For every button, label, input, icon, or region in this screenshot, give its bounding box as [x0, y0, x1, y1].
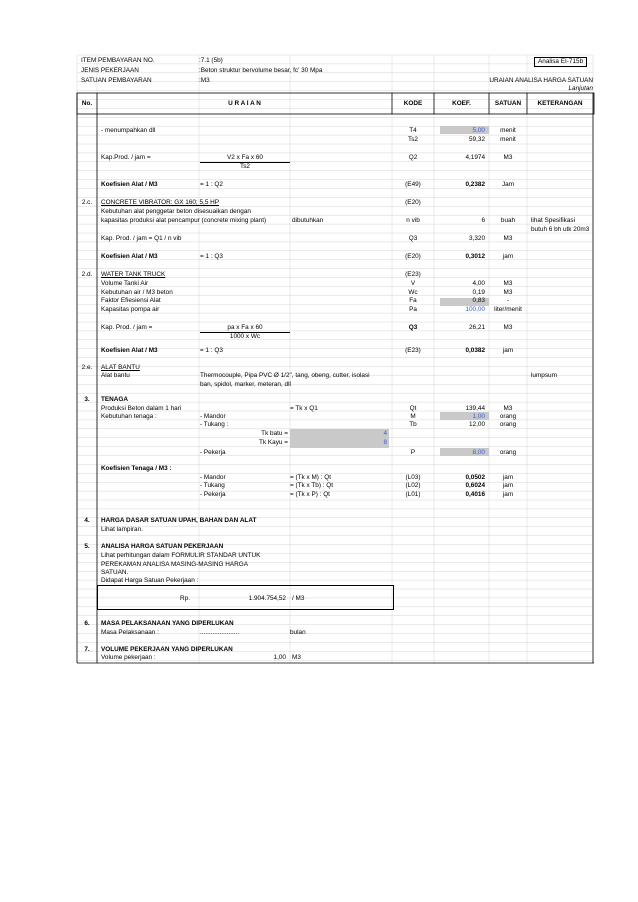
- sec-3-no: 3.: [84, 396, 90, 403]
- t4-code: T4: [409, 127, 417, 134]
- alat-bantu-desc1: Thermocouple, Pipa PVC Ø 1/2", tang, obeng, cutter, isolasi: [200, 372, 370, 379]
- satuan-label: SATUAN PEMBAYARAN: [81, 77, 152, 84]
- t4-unit: menit: [500, 127, 516, 134]
- sec-2d-koef-code: (E23): [405, 347, 421, 354]
- r1-label: Volume Tanki Air: [101, 280, 149, 287]
- sec-2d-koef-unit: jam: [502, 347, 514, 354]
- sec-2c-koef-unit: jam: [502, 253, 514, 260]
- koef-alat-label: Koefisien Alat / M3: [101, 181, 158, 188]
- price-per: / M3: [292, 595, 305, 602]
- sec-2c-q3-value: 3,320: [469, 235, 485, 242]
- mandor-unit: orang: [499, 413, 517, 420]
- koef-alat-formula: = 1 : Q2: [200, 181, 223, 188]
- sec-7-no: 7.: [84, 646, 90, 653]
- prod-unit: M3: [503, 405, 513, 412]
- pekerja-unit: orang: [499, 449, 517, 456]
- sec-5-l3: SATUAN.: [101, 569, 129, 576]
- r4-code: Pa: [409, 306, 417, 313]
- sec-2c-no: 2.c.: [81, 199, 93, 206]
- sec-5-no: 5.: [84, 543, 90, 550]
- col-koef: KOEF.: [452, 100, 471, 107]
- sec-2c-line2: kapasitas produksi alat pencampur (concrete mixing plant): [101, 217, 267, 224]
- k1-unit: jam: [502, 474, 514, 481]
- sec-2c-code: (E20): [405, 199, 421, 206]
- r3-code: Fa: [409, 297, 417, 304]
- r4-unit: liter/menit: [494, 306, 522, 313]
- r4-value: 100,00: [465, 306, 485, 313]
- ket-spesifikasi: lihat Spesifikasi: [531, 217, 576, 224]
- k3-code: (L01): [405, 491, 421, 498]
- k2-code: (L02): [405, 482, 421, 489]
- nvib-unit: buah: [500, 217, 516, 224]
- k3-value: 0,4016: [465, 491, 485, 498]
- sec-6-title: MASA PELAKSANAAN YANG DIPERLUKAN: [101, 620, 234, 627]
- col-keterangan: KETERANGAN: [537, 100, 583, 107]
- sec-7-title: VOLUME PEKERJAAN YANG DIPERLUKAN: [101, 646, 233, 653]
- col-kode: KODE: [403, 100, 423, 107]
- sec-2c-kap: Kap. Prod. / jam = Q1 / n vib: [101, 235, 182, 242]
- sec-4-title: HARGA DASAR SATUAN UPAH, BAHAN DAN ALAT: [101, 517, 257, 524]
- r1-code: V: [410, 280, 416, 287]
- r3-label: Faktor Efiesiensi Alat: [101, 297, 161, 304]
- uraian-title: URAIAN ANALISA HARGA SATUAN: [489, 77, 593, 84]
- masa-label: Masa Pelaksanaan :: [101, 629, 159, 636]
- sec-2d-title: WATER TANK TRUCK: [101, 271, 166, 278]
- e49-value: 0,2382: [465, 181, 485, 188]
- sec-2d-koef-formula: = 1 : Q3: [200, 347, 223, 354]
- sec-2e-no: 2.e.: [81, 364, 93, 371]
- t4-value: 5,00: [472, 127, 485, 134]
- sec-4-line: Lihat lampiran.: [101, 526, 143, 533]
- sec-2c-q3-code: Q3: [408, 235, 418, 242]
- sec-2c-line1: Kebutuhan alat penggetar beton disesuaikan dengan: [101, 208, 251, 215]
- sec-2d-q3-code: Q3: [408, 324, 418, 331]
- sec-2c-title: CONCRETE VIBRATOR: GX 160; 5,5 HP: [101, 199, 220, 206]
- sec-2d-kap: Kap. Prod. / jam =: [101, 324, 153, 331]
- volume-label: Volume pekerjaan :: [101, 654, 156, 661]
- k3-formula: = (Tk x P) : Qt: [290, 491, 330, 498]
- mandor-code: M: [410, 413, 416, 420]
- lumpsum: lumpsum: [531, 372, 557, 379]
- r1-value: 4,00: [472, 280, 485, 287]
- k3-unit: jam: [502, 491, 514, 498]
- formula-num: V2 x Fa x 60: [200, 154, 290, 163]
- k2-unit: jam: [502, 482, 514, 489]
- jenis-value: :Beton struktur bervolume besar, fc' 30 Mpa: [199, 67, 323, 74]
- q2-unit: M3: [503, 154, 513, 161]
- ts2-value: 59,32: [469, 136, 485, 143]
- k1-value: 0,0502: [465, 474, 485, 481]
- sec-6-no: 6.: [84, 620, 90, 627]
- k2-formula: = (Tk x Tb) : Qt: [290, 482, 334, 489]
- tukang-label: - Tukang :: [200, 421, 229, 428]
- tkbatu-value: 4: [383, 430, 387, 437]
- r3-unit: -: [506, 297, 510, 304]
- nvib-code: n vib: [406, 217, 420, 224]
- ket-butuh: butuh 6 bh utk 20m3: [531, 226, 590, 233]
- prod-code: Qt: [409, 405, 417, 412]
- sec-2c-koef-label: Koefisien Alat / M3: [101, 253, 158, 260]
- nvib-value: 6: [481, 217, 485, 224]
- lanjutan: Lanjutan: [568, 85, 593, 92]
- k1-label: - Mandor: [200, 474, 226, 481]
- dibutuhkan: dibutuhkan: [292, 217, 324, 224]
- e49-unit: Jam: [501, 181, 515, 188]
- menumpahkan: - menumpahkan dll: [101, 127, 156, 134]
- tukang-unit: orang: [499, 421, 517, 428]
- mandor-label: - Mandor: [200, 413, 226, 420]
- koef-tenaga-label: Koefisien Tenaga / M3 :: [101, 465, 172, 472]
- col-uraian: U R A I A N: [228, 100, 261, 107]
- sec-2d-no: 2.d.: [81, 271, 93, 278]
- sec-2e-title: ALAT BANTU: [101, 364, 140, 371]
- sec-5-title: ANALISA HARGA SATUAN PEKERJAAN: [101, 543, 224, 550]
- k1-code: (L03): [405, 474, 421, 481]
- ts2-code: Ts2: [408, 136, 418, 143]
- masa-unit: bulan: [290, 629, 306, 636]
- k1-formula: = (Tk x M) : Qt: [290, 474, 332, 481]
- r2-code: Wc: [408, 289, 418, 296]
- kapprod-label: Kap.Prod. / jam =: [101, 154, 151, 161]
- col-satuan: SATUAN: [494, 100, 522, 107]
- kebutuhan-label: Kebutuhan tenaga :: [101, 413, 157, 420]
- q2-code: Q2: [408, 154, 418, 161]
- sec-4-no: 4.: [84, 517, 90, 524]
- q2-value: 4,1974: [465, 154, 485, 161]
- alat-bantu-label: Alat bantu: [101, 372, 130, 379]
- k2-label: - Tukang: [200, 482, 225, 489]
- pekerja-value: 8,00: [472, 449, 485, 456]
- satuan-value: :M3: [199, 77, 210, 84]
- col-no: No.: [81, 100, 93, 107]
- item-value: :7.1 (5b): [199, 57, 223, 64]
- sec-2d-q3-value: 26,21: [469, 324, 485, 331]
- volume-value: 1,00: [273, 654, 286, 661]
- tukang-value: 12,00: [469, 421, 485, 428]
- pekerja-code: P: [410, 449, 416, 456]
- analisa-code: Analisa EI-715b: [534, 57, 587, 67]
- sec-5-l1: Lihat perhitungan dalam FORMULIR STANDAR UNTUK: [101, 552, 261, 559]
- sec-2c-koef-formula: = 1 : Q3: [200, 253, 223, 260]
- e49-code: (E49): [405, 181, 421, 188]
- sec-2c-koef-value: 0,3012: [465, 253, 485, 260]
- sec-2d-formula-num: pa x Fa x 60: [200, 324, 290, 333]
- r3-value: 0,83: [472, 297, 485, 304]
- r4-label: Kapasitas pompa air: [101, 306, 160, 313]
- sec-2d-koef-label: Koefisien Alat / M3: [101, 347, 158, 354]
- prod-value: 139,44: [465, 405, 485, 412]
- mandor-value: 1,00: [472, 413, 485, 420]
- sec-2d-formula-den: 1000 x Wc: [229, 333, 261, 340]
- r2-unit: M3: [503, 289, 513, 296]
- k3-label: - Pekerja: [200, 491, 226, 498]
- pekerja-label: - Pekerja: [200, 449, 226, 456]
- grid-lines: [77, 55, 593, 663]
- sec-2d-q3-unit: M3: [503, 324, 513, 331]
- r2-label: Kebutuhan air / M3 beton: [101, 289, 173, 296]
- tkkayu-value: 8: [383, 439, 387, 446]
- tkbatu-label: Tk batu =: [261, 430, 288, 437]
- item-label: ITEM PEMBAYARAN NO.: [81, 57, 155, 64]
- alat-bantu-desc2: ban, spidol, marker, meteran, dll: [200, 381, 291, 388]
- formula-den: Ts2: [240, 163, 250, 170]
- rp-label: Rp.: [180, 595, 190, 602]
- sec-2c-q3-unit: M3: [503, 235, 513, 242]
- sec-2d-koef-value: 0,0382: [465, 347, 485, 354]
- jenis-label: JENIS PEKERJAAN: [81, 67, 139, 74]
- prod-label: Produksi Beton dalam 1 hari: [101, 405, 182, 412]
- price-amount: 1.904.754,52: [248, 595, 286, 602]
- tukang-code: Tb: [409, 421, 417, 428]
- ts2-unit: menit: [500, 136, 516, 143]
- masa-dots: ......................: [200, 629, 240, 636]
- sec-3-title: TENAGA: [101, 396, 128, 403]
- volume-unit: M3: [292, 654, 301, 661]
- r1-unit: M3: [503, 280, 513, 287]
- sec-2c-koef-code: (E20): [405, 253, 421, 260]
- sec-5-l2: PEREKAMAN ANALISA MASING-MASING HARGA: [101, 561, 249, 568]
- sec-2d-code: (E23): [405, 271, 421, 278]
- r2-value: 0,19: [472, 289, 485, 296]
- tkkayu-label: Tk Kayu =: [259, 439, 288, 446]
- prod-formula: = Tk x Q1: [290, 405, 318, 412]
- sec-5-l4: Didapat Harga Satuan Pekerjaan :: [101, 577, 199, 584]
- k2-value: 0,6024: [465, 482, 485, 489]
